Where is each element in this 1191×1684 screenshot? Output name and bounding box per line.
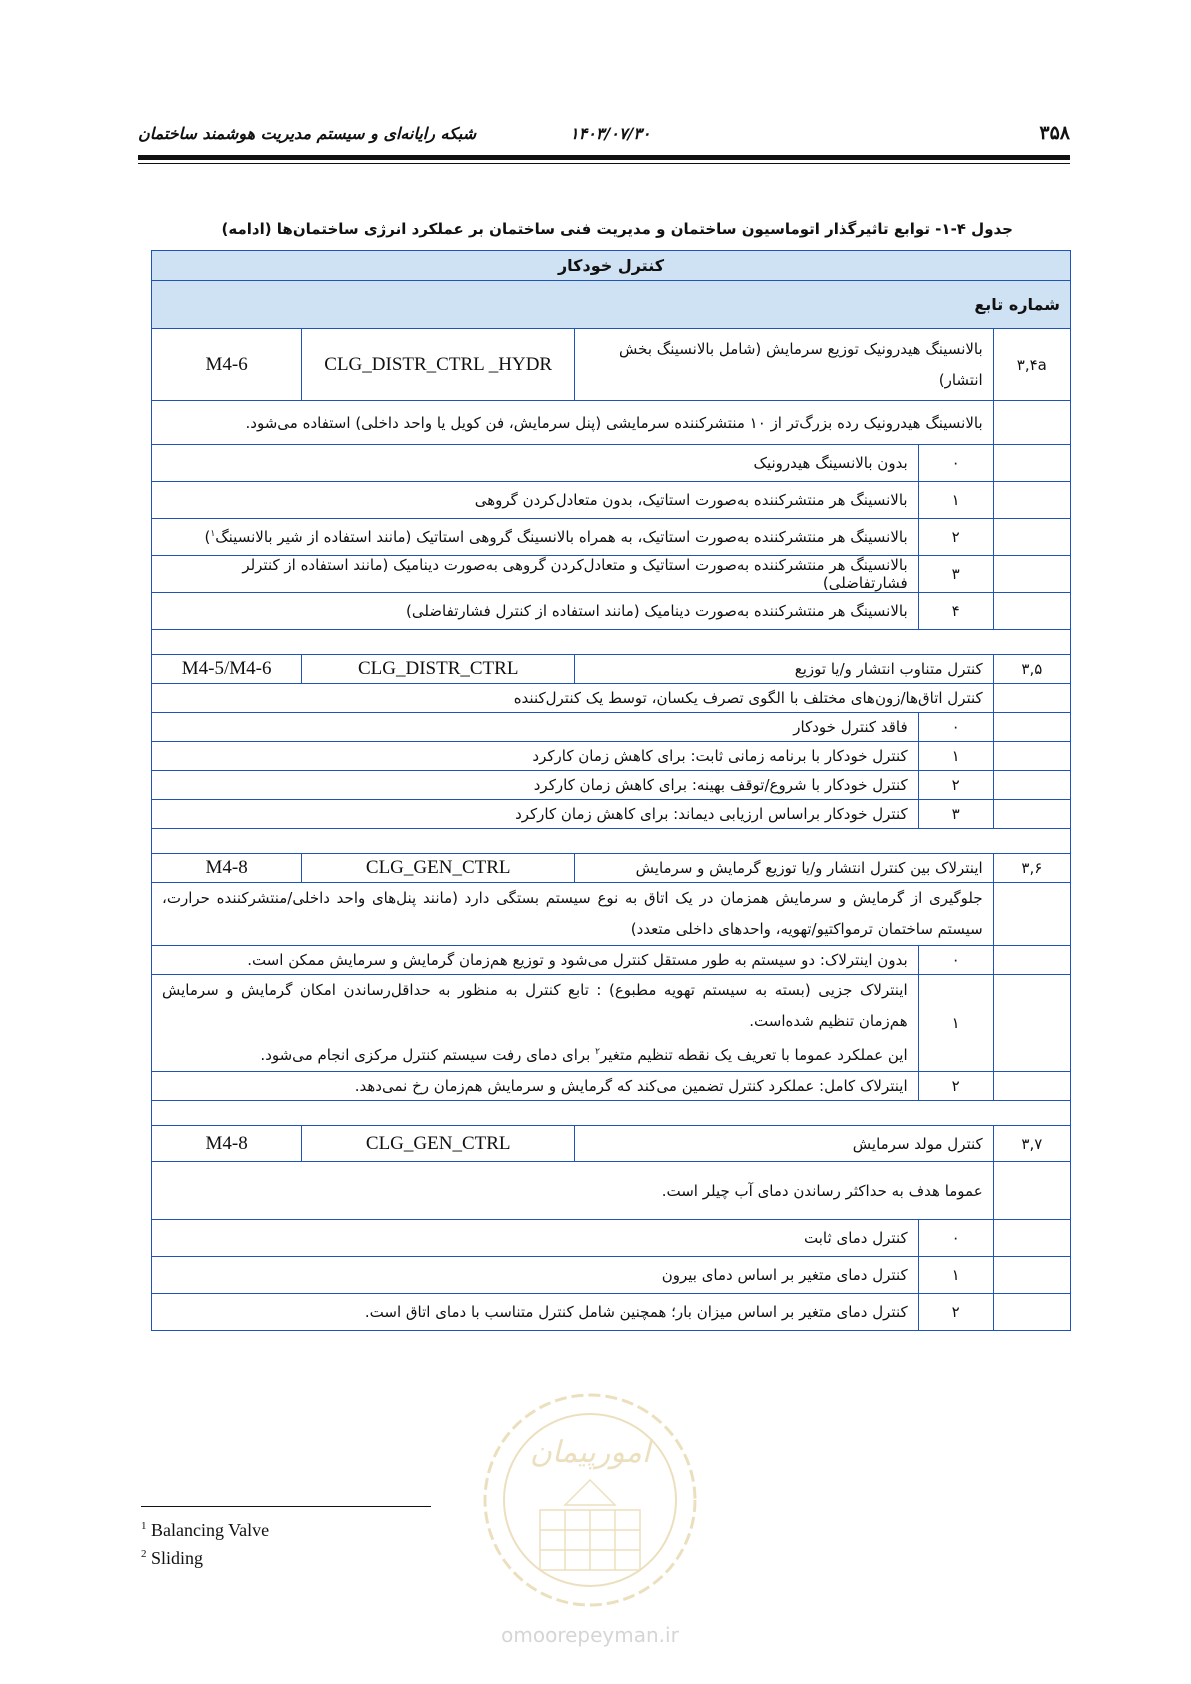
option-row (152, 482, 1071, 519)
option-number: ۱ (918, 975, 993, 1072)
section-title-row (152, 251, 1071, 281)
watermark (470, 1380, 710, 1660)
option-text (152, 519, 919, 556)
footnote (141, 1514, 269, 1542)
function-row-36 (152, 854, 1071, 883)
function-number: ۳,۴a (993, 329, 1070, 401)
function-code: CLG_DISTR_CTRL (302, 655, 575, 684)
option-row (152, 800, 1071, 829)
description-row (152, 883, 1071, 946)
function-row-37 (152, 1126, 1071, 1162)
footnote-number: 1 (141, 1520, 147, 1532)
function-description: بالانسینگ هیدرونیک رده بزرگ‌تر از ۱۰ منتشرکننده سرمایشی (پنل سرمایش، فن کویل یا واحد داخلی) استفاده می‌شود. (152, 401, 994, 445)
option-row (152, 1257, 1071, 1294)
function-id: M4-8 (152, 1126, 302, 1162)
option-text: کنترل خودکار با شروع/توقف بهینه: برای کاهش زمان کارکرد (152, 771, 919, 800)
option-text: کنترل خودکار با برنامه زمانی ثابت: برای کاهش زمان کارکرد (152, 742, 919, 771)
spacer-row (152, 1101, 1071, 1126)
footnote-number: 2 (141, 1548, 147, 1560)
footnote (141, 1542, 269, 1570)
function-id: M4-6 (152, 329, 302, 401)
option-text: کنترل خودکار براساس ارزیابی دیماند: برای کاهش زمان کارکرد (152, 800, 919, 829)
description-row (152, 1162, 1071, 1220)
footnote-ref: ۱ (210, 529, 216, 539)
option-row (152, 593, 1071, 630)
option-text-second-main: این عملکرد عموما با تعریف یک نقطه تنظیم متغیر (599, 1046, 908, 1064)
watermark-logo-text: امورپیمان (529, 1435, 651, 1470)
option-row (152, 742, 1071, 771)
option-text-second (162, 1037, 908, 1071)
function-id: M4-5/M4-6 (152, 655, 302, 684)
page-number: ۳۵۸ (1039, 122, 1070, 144)
function-code: CLG_GEN_CTRL (302, 854, 575, 883)
option-text-main: بالانسینگ هر منتشرکننده به‌صورت استاتیک، به همراه بالانسینگ گروهی استاتیک (مانند استفاده از شیر بالانسینگ (215, 528, 908, 546)
option-text: کنترل دمای ثابت (152, 1220, 919, 1257)
function-number: ۳,۵ (993, 655, 1070, 684)
option-row (152, 975, 1071, 1072)
functions-table (151, 250, 1071, 1331)
page-header (138, 118, 1070, 148)
option-row (152, 946, 1071, 975)
option-text: کنترل دمای متغیر بر اساس دمای بیرون (152, 1257, 919, 1294)
header-date: ۱۴۰۳/۰۷/۳۰ (570, 124, 651, 143)
header-title: شبکه رایانه‌ای و سیستم مدیریت هوشمند ساختمان (138, 124, 477, 143)
footnote-ref: ۲ (595, 1047, 600, 1057)
option-text: فاقد کنترل خودکار (152, 713, 919, 742)
omoorepeyman-seal-icon (470, 1380, 710, 1660)
footnote-rule (141, 1506, 431, 1507)
footnote-text: Balancing Valve (151, 1520, 270, 1540)
option-row (152, 519, 1071, 556)
section-title: کنترل خودکار (152, 251, 1071, 281)
function-description: جلوگیری از گرمایش و سرمایش همزمان در یک اتاق به نوع سیستم بستگی دارد (مانند پنل‌های واحد داخلی/منتشرکننده حرارت، سیستم ساختمان ترمواکتیو/تهویه، واحدهای داخلی متعدد) (152, 883, 994, 946)
option-number: ۲ (918, 1294, 993, 1331)
option-text: بدون اینترلاک: دو سیستم به طور مستقل کنترل می‌شود و توزیع هم‌زمان گرمایش و سرمایش ممکن است. (152, 946, 919, 975)
option-row (152, 445, 1071, 482)
option-number: ۲ (918, 1072, 993, 1101)
option-text: بالانسینگ هر منتشرکننده به‌صورت استاتیک، بدون متعادل‌کردن گروهی (152, 482, 919, 519)
spacer-row (152, 829, 1071, 854)
function-title: کنترل مولد سرمایش (575, 1126, 994, 1162)
spacer-row (152, 630, 1071, 655)
option-text-tail: ) (204, 528, 211, 546)
function-code: CLG_DISTR_CTRL _HYDR (302, 329, 575, 401)
option-number: ۳ (918, 800, 993, 829)
option-text-second-tail: برای دمای رفت سیستم کنترل مرکزی انجام می‌شود. (260, 1046, 596, 1064)
function-row-34a (152, 329, 1071, 401)
description-row (152, 401, 1071, 445)
option-text: اینترلاک کامل: عملکرد کنترل تضمین می‌کند که گرمایش و سرمایش هم‌زمان رخ نمی‌دهد. (152, 1072, 919, 1101)
option-number: ۰ (918, 445, 993, 482)
function-title: کنترل متناوب انتشار و/یا توزیع (575, 655, 994, 684)
function-number-label: شماره تابع (152, 281, 1071, 329)
function-number-row (152, 281, 1071, 329)
function-number: ۳,۷ (993, 1126, 1070, 1162)
function-title: بالانسینگ هیدرونیک توزیع سرمایش (شامل بالانسینگ بخش انتشار) (575, 329, 994, 401)
option-row (152, 1072, 1071, 1101)
footnote-text: Sliding (151, 1548, 204, 1568)
option-number: ۰ (918, 946, 993, 975)
option-number: ۳ (918, 556, 993, 593)
option-row (152, 1220, 1071, 1257)
option-row (152, 1294, 1071, 1331)
option-text (152, 975, 919, 1072)
option-row (152, 771, 1071, 800)
function-id: M4-8 (152, 854, 302, 883)
header-rule-thin (138, 163, 1070, 164)
option-number: ۱ (918, 482, 993, 519)
option-text: بالانسینگ هر منتشرکننده به‌صورت دینامیک (مانند استفاده از کنترل فشارتفاضلی) (152, 593, 919, 630)
option-text: بدون بالانسینگ هیدرونیک (152, 445, 919, 482)
footnotes (141, 1514, 269, 1570)
option-text: کنترل دمای متغیر بر اساس میزان بار؛ همچنین شامل کنترل متناسب با دمای اتاق است. (152, 1294, 919, 1331)
option-number: ۲ (918, 771, 993, 800)
option-number: ۱ (918, 742, 993, 771)
option-number: ۰ (918, 1220, 993, 1257)
function-code: CLG_GEN_CTRL (302, 1126, 575, 1162)
option-number: ۰ (918, 713, 993, 742)
function-number: ۳,۶ (993, 854, 1070, 883)
option-row (152, 713, 1071, 742)
watermark-url: omoorepeyman.ir (501, 1623, 679, 1647)
option-number: ۱ (918, 1257, 993, 1294)
function-description: کنترل اتاق‌ها/زون‌های مختلف با الگوی تصرف یکسان، توسط یک کنترل‌کننده (152, 684, 994, 713)
description-row (152, 684, 1071, 713)
option-text-main: اینترلاک جزیی (بسته به سیستم تهویه مطبوع) : تابع کنترل به منظور به حداقل‌رساندن امکان گرمایش و سرمایش هم‌زمان تنظیم شده‌است. (162, 981, 908, 1030)
option-number: ۴ (918, 593, 993, 630)
table-caption: جدول ۴-۱- توابع تاثیرگذار اتوماسیون ساختمان و مدیریت فنی ساختمان بر عملکرد انرژی ساختمان‌ها (ادامه) (221, 220, 1013, 238)
function-description: عموما هدف به حداکثر رساندن دمای آب چیلر است. (152, 1162, 994, 1220)
function-title: اینترلاک بین کنترل انتشار و/یا توزیع گرمایش و سرمایش (575, 854, 994, 883)
function-row-35 (152, 655, 1071, 684)
header-rule-thick (138, 155, 1070, 160)
option-row (152, 556, 1071, 593)
option-text: بالانسینگ هر منتشرکننده به‌صورت استاتیک و متعادل‌کردن گروهی به‌صورت دینامیک (مانند استفاده از کنترلر فشارتفاضلی) (152, 556, 919, 593)
option-number: ۲ (918, 519, 993, 556)
